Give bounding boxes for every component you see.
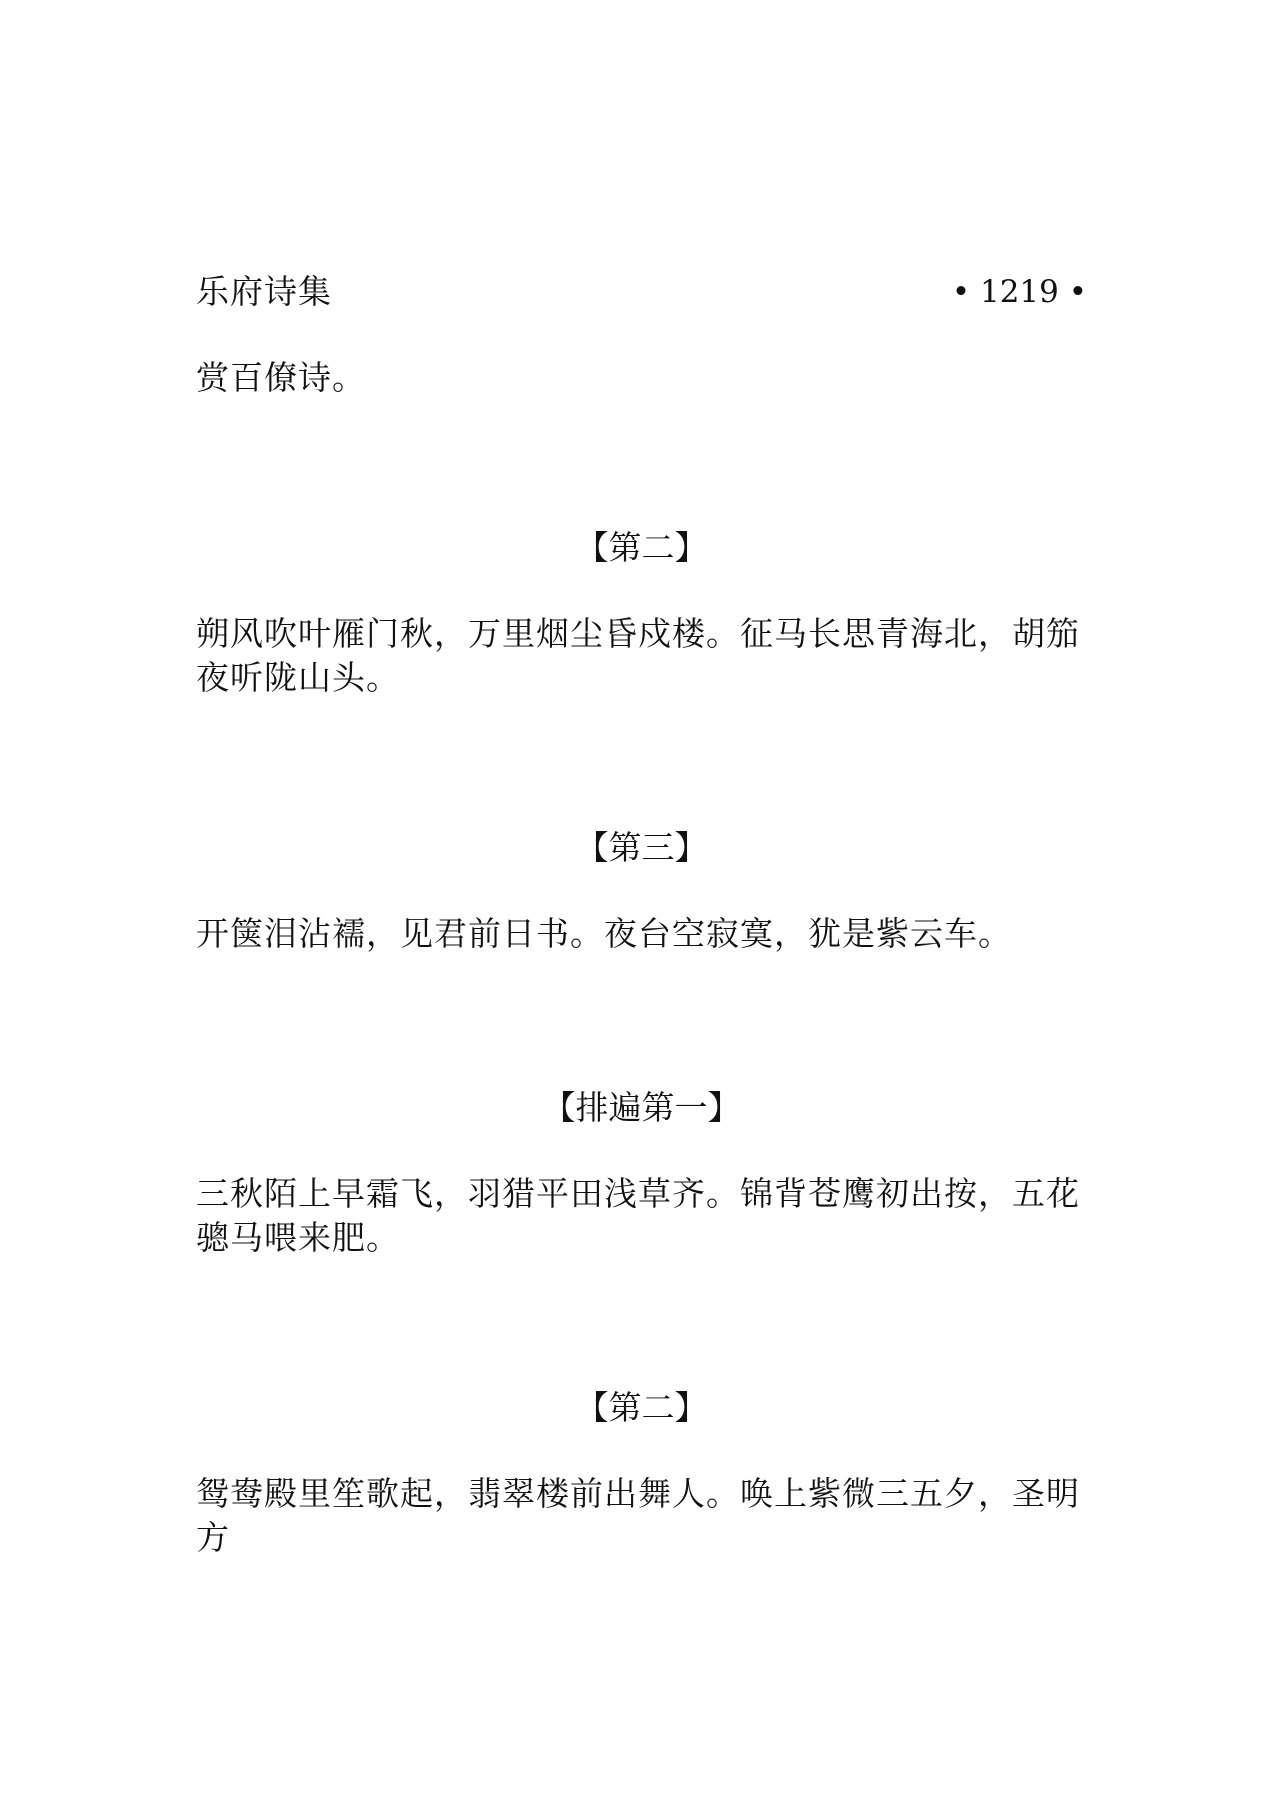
intro-line: 赏百僚诗。 bbox=[196, 358, 366, 397]
section-text: 鸳鸯殿里笙歌起，翡翠楼前出舞人。唤上紫微三五夕，圣明方 bbox=[196, 1474, 1080, 1557]
page-number: • 1219 • bbox=[951, 274, 1087, 310]
section-text: 开箧泪沾襦，见君前日书。夜台空寂寞，犹是紫云车。 bbox=[196, 914, 1012, 953]
section-heading: 【第二】 bbox=[575, 1388, 708, 1427]
section-heading: 【第二】 bbox=[575, 528, 708, 567]
section-text: 朔风吹叶雁门秋，万里烟尘昏戍楼。征马长思青海北，胡笳夜听陇山头。 bbox=[196, 614, 1080, 697]
section-heading: 【排遍第一】 bbox=[542, 1088, 741, 1127]
section-heading: 【第三】 bbox=[575, 828, 708, 867]
section-text: 三秋陌上早霜飞，羽猎平田浅草齐。锦背苍鹰初出按，五花骢马喂来肥。 bbox=[196, 1174, 1080, 1257]
book-title: 乐府诗集 bbox=[196, 272, 332, 311]
running-head bbox=[196, 270, 1087, 314]
